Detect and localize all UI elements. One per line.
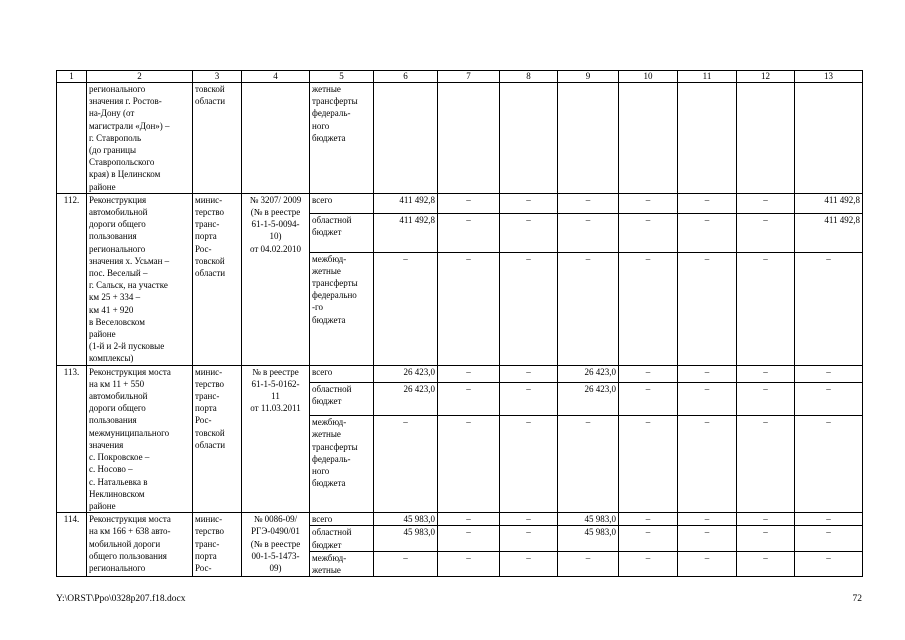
amount-cell: 411 492,8 (795, 193, 863, 213)
amount-cell: 45 983,0 (558, 526, 619, 551)
header-cell: 6 (374, 71, 438, 83)
amount-cell: – (737, 416, 795, 513)
amount-cell: – (678, 365, 737, 382)
table-cell (558, 83, 619, 194)
amount-cell: – (737, 382, 795, 415)
funding-source-cell: всего (310, 513, 374, 526)
amount-cell: – (678, 513, 737, 526)
funding-source-cell: межбюд- жетные трансферты федераль- ного бюджета (310, 416, 374, 513)
amount-cell: – (678, 416, 737, 513)
funding-source-cell: межбюд- жетные трансферты федерально -го бюджета (310, 252, 374, 365)
document-cell: № 3207/ 2009 (№ в реестре 61-1-5-0094- 10) от 04.02.2010 (242, 193, 310, 365)
amount-cell: – (500, 551, 558, 576)
funding-source-cell: жетные трансферты федераль- ного бюджета (310, 83, 374, 194)
funding-source-cell: всего (310, 365, 374, 382)
table-row (57, 365, 863, 382)
funding-source-cell: областной бюджет (310, 213, 374, 252)
amount-cell: – (500, 252, 558, 365)
object-name-cell: Реконструкция автомобильной дороги общего пользования регионального значения х. Усьман – пос. Веселый – г. Сальск, на участке км 25 + 334 – км 41 + 920 в Веселовском районе (1-й и 2-й пусковые комплексы) (87, 193, 193, 365)
header-cell: 2 (87, 71, 193, 83)
amount-cell: – (678, 213, 737, 252)
amount-cell: – (619, 382, 678, 415)
amount-cell: – (558, 416, 619, 513)
amount-cell: 411 492,8 (795, 213, 863, 252)
amount-cell: – (678, 551, 737, 576)
amount-cell: – (438, 252, 500, 365)
amount-cell: – (438, 213, 500, 252)
document-cell: № в реестре 61-1-5-0162- 11 от 11.03.2011 (242, 365, 310, 512)
amount-cell: – (795, 416, 863, 513)
header-cell: 3 (193, 71, 242, 83)
amount-cell: 26 423,0 (558, 382, 619, 415)
funding-source-cell: межбюд- жетные (310, 551, 374, 576)
amount-cell: 45 983,0 (374, 526, 438, 551)
ministry-cell: товской области (193, 83, 242, 194)
ministry-cell: минис- терство транс- порта Рос- товской области (193, 193, 242, 365)
amount-cell: – (438, 551, 500, 576)
header-row (57, 71, 863, 83)
table-cell (619, 83, 678, 194)
table-row (57, 513, 863, 526)
amount-cell: 26 423,0 (374, 382, 438, 415)
file-path: Y:\ORST\Ppo\0328p207.f18.docx (56, 594, 186, 604)
table-cell (678, 83, 737, 194)
amount-cell: – (737, 365, 795, 382)
amount-cell: – (438, 193, 500, 213)
table-cell (374, 83, 438, 194)
amount-cell: – (678, 193, 737, 213)
ministry-cell: минис- терство транс- порта Рос- товской области (193, 365, 242, 512)
amount-cell: – (500, 526, 558, 551)
table-cell (737, 83, 795, 194)
amount-cell: – (500, 513, 558, 526)
amount-cell: – (438, 416, 500, 513)
object-name-cell: Реконструкция моста на км 11 + 550 автомобильной дороги общего пользования межмуниципального значения с. Покровское – с. Носово – с. Натальевка в Неклиновском районе (87, 365, 193, 512)
header-cell: 1 (57, 71, 87, 83)
amount-cell: – (737, 513, 795, 526)
funding-source-cell: областной бюджет (310, 382, 374, 415)
amount-cell: – (500, 193, 558, 213)
amount-cell: – (795, 551, 863, 576)
header-cell: 11 (678, 71, 737, 83)
table-cell (242, 83, 310, 194)
object-name-cell: Реконструкция моста на км 166 + 638 авто- мобильной дороги общего пользования регионального (87, 513, 193, 577)
amount-cell: – (619, 551, 678, 576)
amount-cell: – (438, 382, 500, 415)
amount-cell: – (619, 365, 678, 382)
amount-cell: – (795, 365, 863, 382)
amount-cell: – (619, 526, 678, 551)
amount-cell: – (619, 252, 678, 365)
amount-cell: – (374, 252, 438, 365)
amount-cell: 45 983,0 (374, 513, 438, 526)
amount-cell: – (619, 193, 678, 213)
table-cell (57, 83, 87, 194)
table-cell (795, 83, 863, 194)
funding-source-cell: областной бюджет (310, 526, 374, 551)
amount-cell: – (558, 193, 619, 213)
amount-cell: – (374, 551, 438, 576)
amount-cell: – (500, 416, 558, 513)
header-cell: 8 (500, 71, 558, 83)
header-cell: 5 (310, 71, 374, 83)
header-cell: 7 (438, 71, 500, 83)
row-number-cell: 114. (57, 513, 87, 577)
amount-cell: – (500, 365, 558, 382)
amount-cell: – (438, 513, 500, 526)
header-cell: 4 (242, 71, 310, 83)
header-cell: 13 (795, 71, 863, 83)
amount-cell: 411 492,8 (374, 193, 438, 213)
amount-cell: – (795, 513, 863, 526)
amount-cell: 26 423,0 (374, 365, 438, 382)
amount-cell: – (558, 551, 619, 576)
header-cell: 10 (619, 71, 678, 83)
object-name-cell: регионального значения г. Ростов- на-Дону (от магистрали «Дон») – г. Ставрополь (до границы Ставропольского края) в Целинском районе (87, 83, 193, 194)
amount-cell: – (500, 382, 558, 415)
amount-cell: – (619, 513, 678, 526)
amount-cell: – (737, 193, 795, 213)
amount-cell: – (737, 526, 795, 551)
amount-cell: – (678, 526, 737, 551)
amount-cell: – (438, 526, 500, 551)
amount-cell: – (795, 526, 863, 551)
budget-table (56, 70, 863, 577)
amount-cell: – (558, 213, 619, 252)
amount-cell: 411 492,8 (374, 213, 438, 252)
amount-cell: – (374, 416, 438, 513)
header-cell: 9 (558, 71, 619, 83)
table-cell (438, 83, 500, 194)
amount-cell: – (558, 252, 619, 365)
amount-cell: – (678, 382, 737, 415)
amount-cell: – (737, 551, 795, 576)
page-number: 72 (852, 594, 862, 604)
amount-cell: – (438, 365, 500, 382)
row-number-cell: 113. (57, 365, 87, 512)
amount-cell: – (619, 213, 678, 252)
amount-cell: 45 983,0 (558, 513, 619, 526)
continuation-row (57, 83, 863, 194)
table-cell (500, 83, 558, 194)
amount-cell: – (737, 252, 795, 365)
document-cell: № 0086-09/ РГЭ-0490/01 (№ в реестре 00-1-5-1473- 09) (242, 513, 310, 577)
amount-cell: – (619, 416, 678, 513)
ministry-cell: минис- терство транс- порта Рос- (193, 513, 242, 577)
funding-source-cell: всего (310, 193, 374, 213)
amount-cell: – (737, 213, 795, 252)
amount-cell: – (795, 382, 863, 415)
table-row (57, 193, 863, 213)
amount-cell: 26 423,0 (558, 365, 619, 382)
header-cell: 12 (737, 71, 795, 83)
amount-cell: – (500, 213, 558, 252)
row-number-cell: 112. (57, 193, 87, 365)
amount-cell: – (795, 252, 863, 365)
amount-cell: – (678, 252, 737, 365)
